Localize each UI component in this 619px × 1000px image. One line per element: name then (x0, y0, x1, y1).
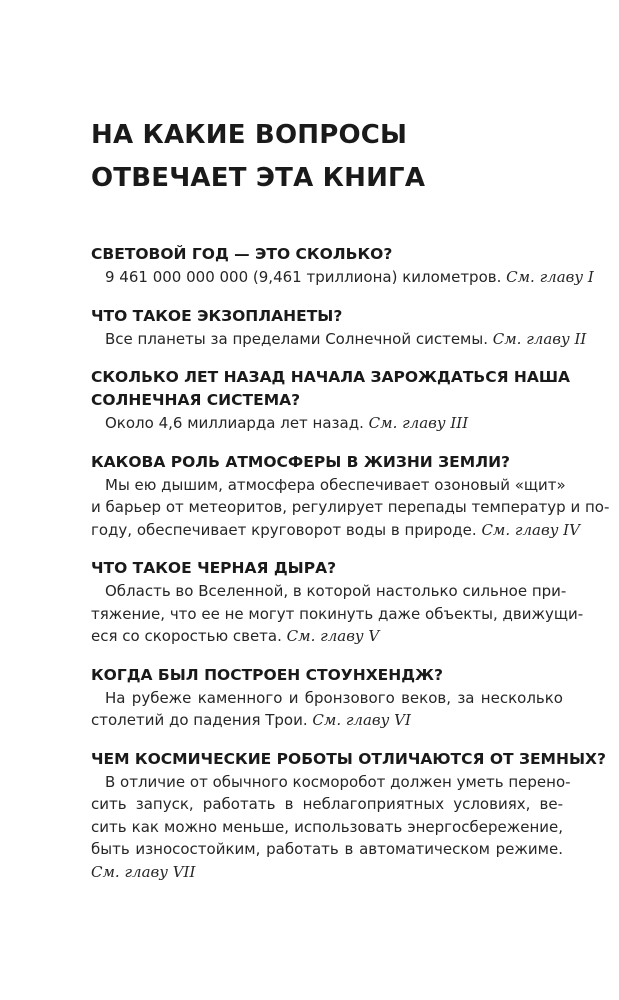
question: КОГДА БЫЛ ПОСТРОЕН СТОУНХЕНДЖ? (91, 665, 443, 684)
chapter-reference: См. главу V (286, 627, 380, 645)
chapter-reference: См. главу IV (481, 520, 580, 539)
answer-line (91, 861, 563, 884)
chapter-reference: См. главу VI (312, 711, 411, 729)
question: ЧТО ТАКОЕ ЧЕРНАЯ ДЫРА? (91, 559, 337, 577)
answer (91, 580, 584, 648)
chapter-reference: См. главу III (368, 414, 469, 432)
qa-item-solar-system-age (91, 366, 571, 435)
answer-line: сить запуск, работать в неблагоприятных условиях, ве- (91, 795, 563, 813)
qa-item-space-robots (91, 748, 606, 884)
answer-line: году, обеспечивает круговорот воды в природе. См. главу IV (91, 520, 580, 539)
answer (91, 412, 563, 435)
answer-line: Мы ею дышим, атмосфера обеспечивает озоновый «щит» (105, 475, 566, 494)
qa-item-exoplanets (91, 305, 587, 351)
answer (91, 687, 563, 732)
qa-item-black-hole (91, 557, 584, 648)
page-title-line-1: НА КАКИЕ ВОПРОСЫ (91, 120, 408, 150)
question: СВЕТОВОЙ ГОД — ЭТО СКОЛЬКО? (91, 245, 393, 263)
answer-line: еся со скоростью света. См. главу V (91, 627, 380, 645)
page-title (91, 114, 561, 200)
answer-line: столетий до падения Трои. См. главу VI (91, 711, 411, 729)
answer-line: тяжение, что ее не могут покинуть даже объекты, движущи- (91, 604, 584, 623)
answer-line: сить как можно меньше, использовать энергосбережение, (91, 817, 563, 836)
chapter-reference: См. главу I (506, 268, 594, 286)
answer-line: В отличие от обычного косморобот должен уметь перено- (105, 772, 571, 791)
question: СКОЛЬКО ЛЕТ НАЗАД НАЧАЛА ЗАРОЖДАТЬСЯ НАША (91, 368, 571, 386)
question: ЧЕМ КОСМИЧЕСКИЕ РОБОТЫ ОТЛИЧАЮТСЯ ОТ ЗЕМНЫХ? (91, 749, 606, 768)
answer (91, 266, 594, 289)
question: КАКОВА РОЛЬ АТМОСФЕРЫ В ЖИЗНИ ЗЕМЛИ? (91, 452, 511, 471)
question-continued: СОЛНЕЧНАЯ СИСТЕМА? (91, 391, 301, 409)
answer (91, 328, 587, 351)
answer-line: и барьер от метеоритов, регулирует перепады температур и по- (91, 498, 610, 516)
answer-line: На рубеже каменного и бронзового веков, за несколько (105, 688, 563, 707)
qa-item-stonehenge (91, 664, 563, 732)
question: ЧТО ТАКОЕ ЭКЗОПЛАНЕТЫ? (91, 306, 343, 325)
qa-item-atmosphere (91, 451, 610, 542)
answer (91, 474, 610, 542)
answer-line: 9 461 000 000 000 (9,461 триллиона) километров. См. главу I (105, 268, 594, 286)
answer-line: быть износостойким, работать в автоматическом режиме. (91, 840, 563, 858)
answer-line: Все планеты за пределами Солнечной системы. См. главу II (105, 329, 587, 348)
page-title-line-2: ОТВЕЧАЕТ ЭТА КНИГА (91, 163, 426, 193)
chapter-reference: См. главу VII (91, 862, 196, 881)
qa-item-light-year (91, 243, 594, 289)
answer-line: Область во Вселенной, в которой настолько сильное при- (105, 582, 567, 600)
answer (91, 771, 571, 884)
qa-list (91, 243, 610, 899)
chapter-reference: См. главу II (492, 329, 587, 348)
answer-line: Около 4,6 миллиарда лет назад. См. главу III (105, 414, 469, 432)
